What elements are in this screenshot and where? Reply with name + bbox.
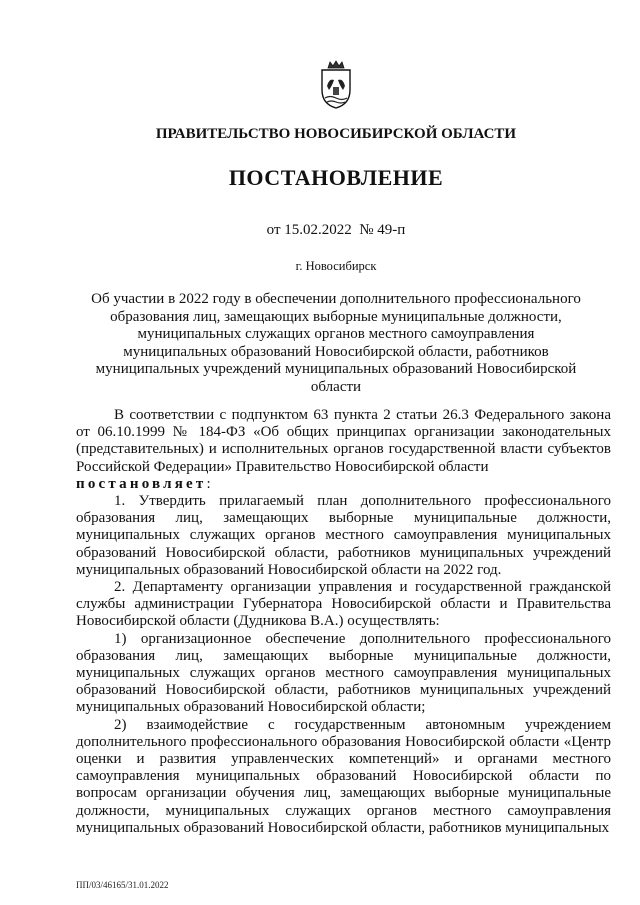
resolves-word: постановляет [76,475,207,492]
resolves-line [76,476,611,493]
document-subject: Об участии в 2022 году в обеспечении дополнительного профессионального образования лиц, замещающих выборные муниципальные должности, муниципальных служащих органов местного самоуправления муниципальных образований Новосибирской области, работников муниципальных учреждений муниципальных образований Новосибирской области [91,291,581,395]
document-body [76,407,611,837]
item-2-1-paragraph: 1) организационное обеспечение дополнительного профессионального образования лиц, замещающих выборные муниципальные должности, муниципальных служащих органов местного самоуправления муниципальных образований Новосибирской области, работников муниципальных учреждений муниципальных образований Новосибирской области; [76,630,611,716]
item-2-paragraph: 2. Департаменту организации управления и государственной гражданской службы администрации Губернатора Новосибирской области и Правительства Новосибирской области (Дудникова В.А.) осуществлять: [76,579,611,630]
document-type: ПОСТАНОВЛЕНИЕ [228,165,444,190]
item-2-2-paragraph: 2) взаимодействие с государственным автономным учреждением дополнительного профессионального образования Новосибирской области «Центр оценки и развития управленческих компетенций» и органами местного самоуправления муниципальных образований Новосибирской области по вопросам организации обучения лиц, замещающих выборные муниципальные должности, муниципальных служащих органов местного самоуправления муниципальных образований Новосибирской области, работников муниципальных [76,716,611,836]
date-number-line: от 15.02.2022 № 49-п [266,222,406,238]
preamble-paragraph: В соответствии с подпунктом 63 пункта 2 статьи 26.3 Федерального закона от 06.10.1999 № 184-ФЗ «Об общих принципах организации законодательных (представительных) и исполнительных органов государственной власти субъектов Российской Федерации» Правительство Новосибирской области [76,407,611,475]
coat-of-arms-icon [316,60,356,110]
document-code-footer: ПП/03/46165/31.01.2022 [76,880,169,890]
city-line: г. Новосибирск [295,259,377,273]
resolves-colon: : [206,475,211,492]
item-1-paragraph: 1. Утвердить прилагаемый план дополнительного профессионального образования лиц, замещающих выборные муниципальные должности, муниципальных служащих органов местного самоуправления муниципальных образований Новосибирской области, работников муниципальных учреждений муниципальных образований Новосибирской области на 2022 год. [76,493,611,578]
government-title: ПРАВИТЕЛЬСТВО НОВОСИБИРСКОЙ ОБЛАСТИ [155,126,517,142]
